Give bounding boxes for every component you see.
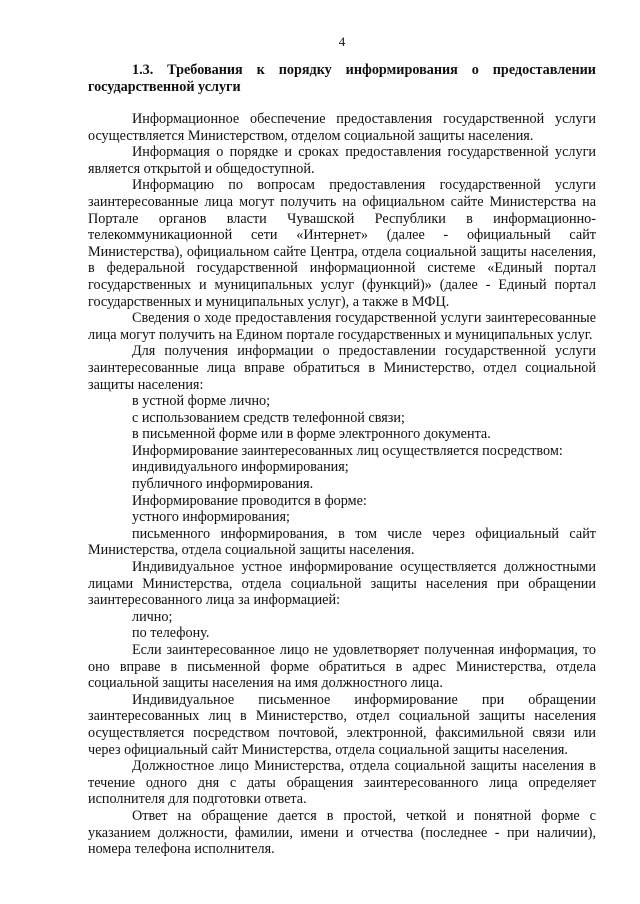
list-item-oral-info: устного информирования; [132,509,290,526]
paragraph-5: Для получения информации о предоставлении государственной услуги заинтересованные лица вправе обратиться в Министерство, отдел социальной защиты населения: [88,343,596,393]
list-item-oral: в устной форме лично; [132,393,271,410]
paragraph-4: Сведения о ходе предоставления государственной услуги заинтересованные лица могут получить на Едином портале государственных и муниципальных услуг. [88,310,596,343]
paragraph-21: Ответ на обращение дается в простой, четкой и понятной форме с указанием должности, фамилии, имени и отчества (последнее - при наличии), номера телефона исполнителя. [88,807,596,858]
paragraph-15: Индивидуальное устное информирование осуществляется должностными лицами Министерства, отдела социальной защиты населения при обращении заинтересованного лица за информацией: [88,559,596,609]
list-item-public: публичного информирования. [132,476,314,493]
list-item-in-person: лично; [132,608,173,625]
document-page [88,34,596,858]
paragraph-9: Информирование заинтересованных лиц осуществляется посредством: [132,442,563,459]
paragraph-18: Если заинтересованное лицо не удовлетворяет полученная информация, то оно вправе в письменной форме обратиться в адрес Министерства, отдела социальной защиты населения на имя должностного лица. [88,642,596,692]
list-item-by-phone: по телефону. [132,625,210,642]
paragraph-19: Индивидуальное письменное информирование при обращении заинтересованных лиц в Министерство, отдел социальной защиты населения осуществляется посредством почтовой, электронной, факсимильной связи или через официальный сайт Министерства, отдела социальной защиты населения. [88,691,596,758]
paragraph-1: Информационное обеспечение предоставления государственной услуги осуществляется Министерством, отделом социальной защиты населения. [88,111,596,144]
list-item-individual: индивидуального информирования; [132,459,349,476]
list-item-written: в письменной форме или в форме электронного документа. [132,426,491,443]
paragraph-2: Информация о порядке и сроках предоставления государственной услуги является открытой и общедоступной. [88,144,596,177]
list-item-phone: с использованием средств телефонной связи; [132,409,405,426]
section-heading: 1.3. Требования к порядку информирования о предоставлении государственной услуги [88,62,596,95]
page-number: 4 [338,34,346,49]
paragraph-3: Информацию по вопросам предоставления государственной услуги заинтересованные лица могут получить на официальном сайте Министерства на Портале органов власти Чувашской Республики в информационно-телекоммуникационной сети «Интернет» (далее - официальный сайт Министерства), официальном сайте Центра, отдела социальной защиты населения, в федеральной государственной информационной системе «Единый портал государственных и муниципальных услуг (функций)» (далее - Единый портал государственных и муниципальных услуг), а также в МФЦ. [88,177,596,310]
paragraph-20: Должностное лицо Министерства, отдела социальной защиты населения в течение одного дня с даты обращения заинтересованного лица определяет исполнителя для подготовки ответа. [88,758,596,808]
paragraph-12: Информирование проводится в форме: [132,492,367,509]
list-item-written-info: письменного информирования, в том числе через официальный сайт Министерства, отдела социальной защиты населения. [88,525,596,559]
